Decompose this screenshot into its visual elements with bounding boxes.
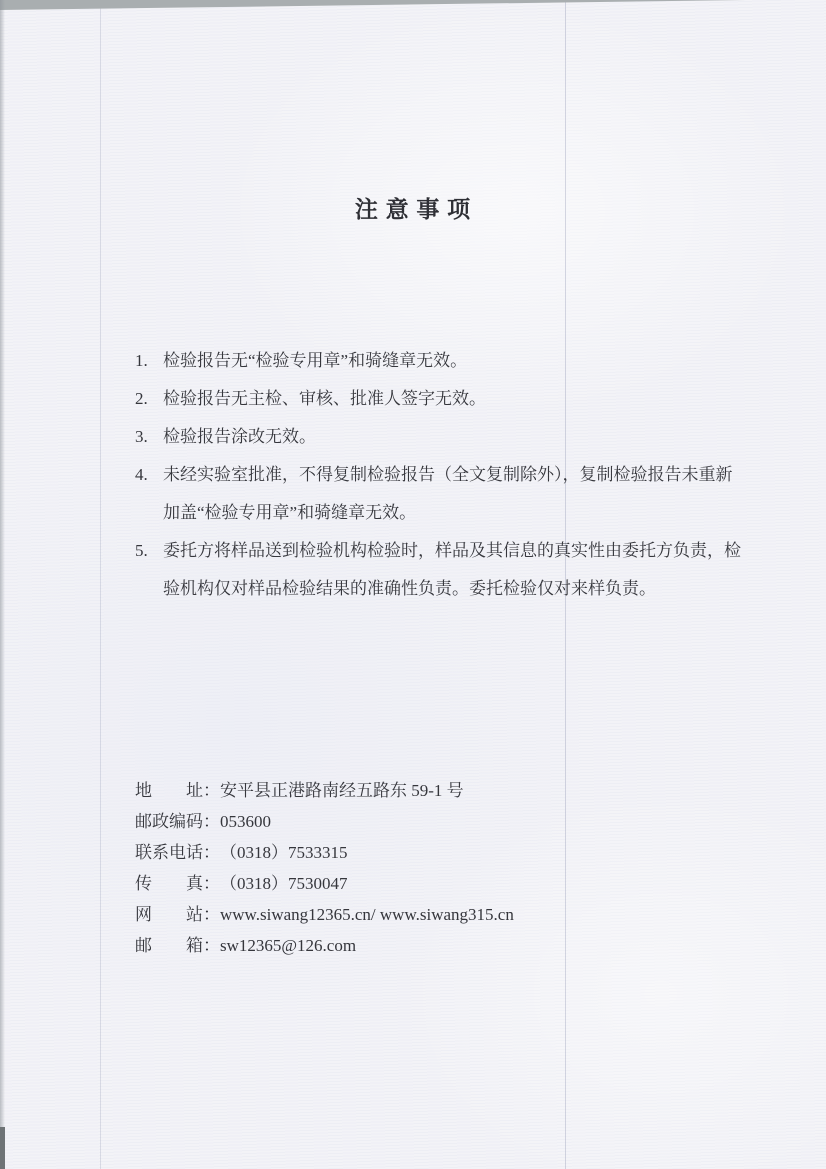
contact-info-block <box>135 775 755 961</box>
note-item <box>135 342 747 380</box>
scanner-corner-notch <box>0 1127 5 1169</box>
contact-value: （0318）7530047 <box>220 874 348 893</box>
contact-label: 联系电话： <box>135 843 220 862</box>
paper-left-edge-shadow <box>0 0 5 1169</box>
contact-value: sw12365@126.com <box>220 936 357 955</box>
note-text: 未经实验室批准，不得复制检验报告（全文复制除外），复制检验报告未重新加盖“检验专用章”和骑缝章无效。 <box>163 465 733 522</box>
note-number: 1. <box>135 351 148 370</box>
contact-label: 传 真： <box>135 874 220 893</box>
contact-row-postal-code <box>135 806 755 837</box>
notice-list <box>135 342 747 608</box>
contact-row-website <box>135 899 755 930</box>
note-text: 检验报告涂改无效。 <box>163 427 316 446</box>
contact-row-fax <box>135 868 755 899</box>
note-item <box>135 380 747 418</box>
contact-value: 安平县正港路南经五路东 59-1 号 <box>220 781 464 800</box>
paper-crease-left <box>100 0 101 1169</box>
contact-row-address <box>135 775 755 806</box>
contact-value: 053600 <box>220 812 271 831</box>
note-number: 4. <box>135 465 148 484</box>
contact-value: www.siwang12365.cn/ www.siwang315.cn <box>220 905 514 924</box>
note-item <box>135 418 747 456</box>
note-text: 检验报告无“检验专用章”和骑缝章无效。 <box>163 351 468 370</box>
contact-label: 邮 箱： <box>135 936 220 955</box>
contact-row-phone <box>135 837 755 868</box>
note-text: 检验报告无主检、审核、批准人签字无效。 <box>163 389 486 408</box>
note-item <box>135 456 747 532</box>
note-number: 3. <box>135 427 148 446</box>
note-text: 委托方将样品送到检验机构检验时，样品及其信息的真实性由委托方负责，检验机构仅对样品检验结果的准确性负责。委托检验仅对来样负责。 <box>163 541 741 598</box>
contact-label: 邮政编码： <box>135 812 220 831</box>
contact-label: 网 站： <box>135 905 220 924</box>
note-number: 2. <box>135 389 148 408</box>
note-number: 5. <box>135 541 148 560</box>
contact-value: （0318）7533315 <box>220 843 348 862</box>
contact-row-email <box>135 930 755 961</box>
page-title: 注 意 事 项 <box>354 197 472 222</box>
contact-label: 地 址： <box>135 781 220 800</box>
note-item <box>135 532 747 608</box>
